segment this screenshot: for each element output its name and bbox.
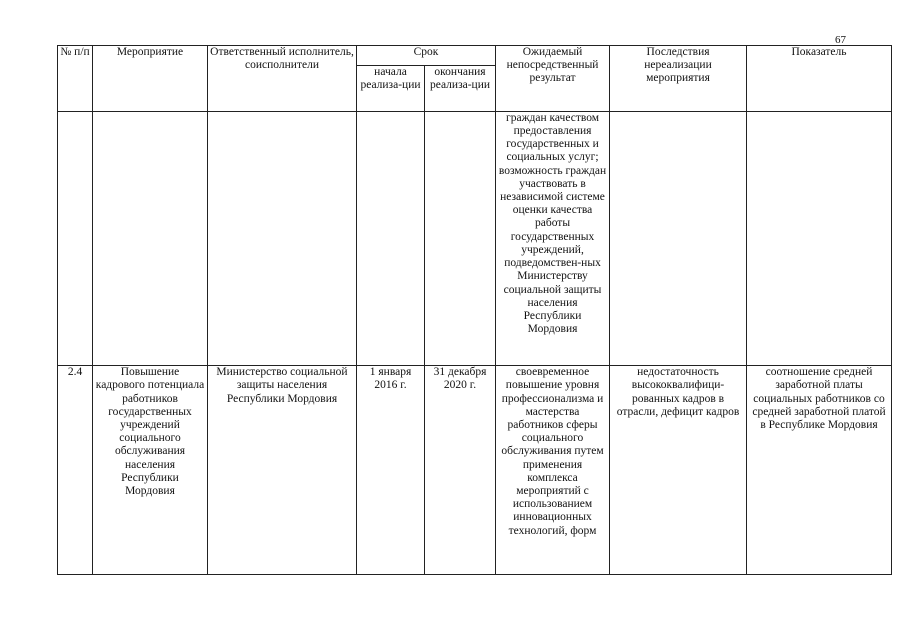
cell-measure: Повышение кадрового потенциала работников государственных учреждений социального обслуживания населения Республики Мордовия [93,366,208,575]
header-consequences: Последствия нереализации мероприятия [610,46,747,112]
cell-executor [208,111,357,365]
header-measure: Мероприятие [93,46,208,112]
table-row [58,111,892,365]
cell-indicator [747,111,892,365]
cell-start: 1 января 2016 г. [357,366,425,575]
header-term-start: начала реализа-ции [357,66,425,112]
header-num: № п/п [58,46,93,112]
cell-start [357,111,425,365]
cell-consequences [610,111,747,365]
cell-end: 31 декабря 2020 г. [425,366,496,575]
cell-expected: граждан качеством предоставления государственных и социальных услуг; возможность граждан участвовать в независимой системе оценки качества работы государственных учреждений, подведомствен-ных Министерству социальной защиты населения Республики Мордовия [496,111,610,365]
header-executor: Ответственный исполнитель, соисполнители [208,46,357,112]
header-indicator: Показатель [747,46,892,112]
measures-table [57,45,892,575]
header-term: Срок [357,46,496,66]
table-row [58,366,892,575]
cell-executor: Министерство социальной защиты населения Республики Мордовия [208,366,357,575]
cell-num: 2.4 [58,366,93,575]
cell-consequences: недостаточность высококвалифици-рованных кадров в отрасли, дефицит кадров [610,366,747,575]
cell-end [425,111,496,365]
cell-indicator: соотношение средней заработной платы социальных работников со средней заработной платой в Республике Мордовия [747,366,892,575]
cell-measure [93,111,208,365]
page-number: 67 [835,34,846,46]
cell-num [58,111,93,365]
header-term-end: окончания реализа-ции [425,66,496,112]
header-expected: Ожидаемый непосредственный результат [496,46,610,112]
cell-expected: своевременное повышение уровня профессионализма и мастерства работников сферы социального обслуживания путем применения комплекса мероприятий с использованием инновационных технологий, форм [496,366,610,575]
